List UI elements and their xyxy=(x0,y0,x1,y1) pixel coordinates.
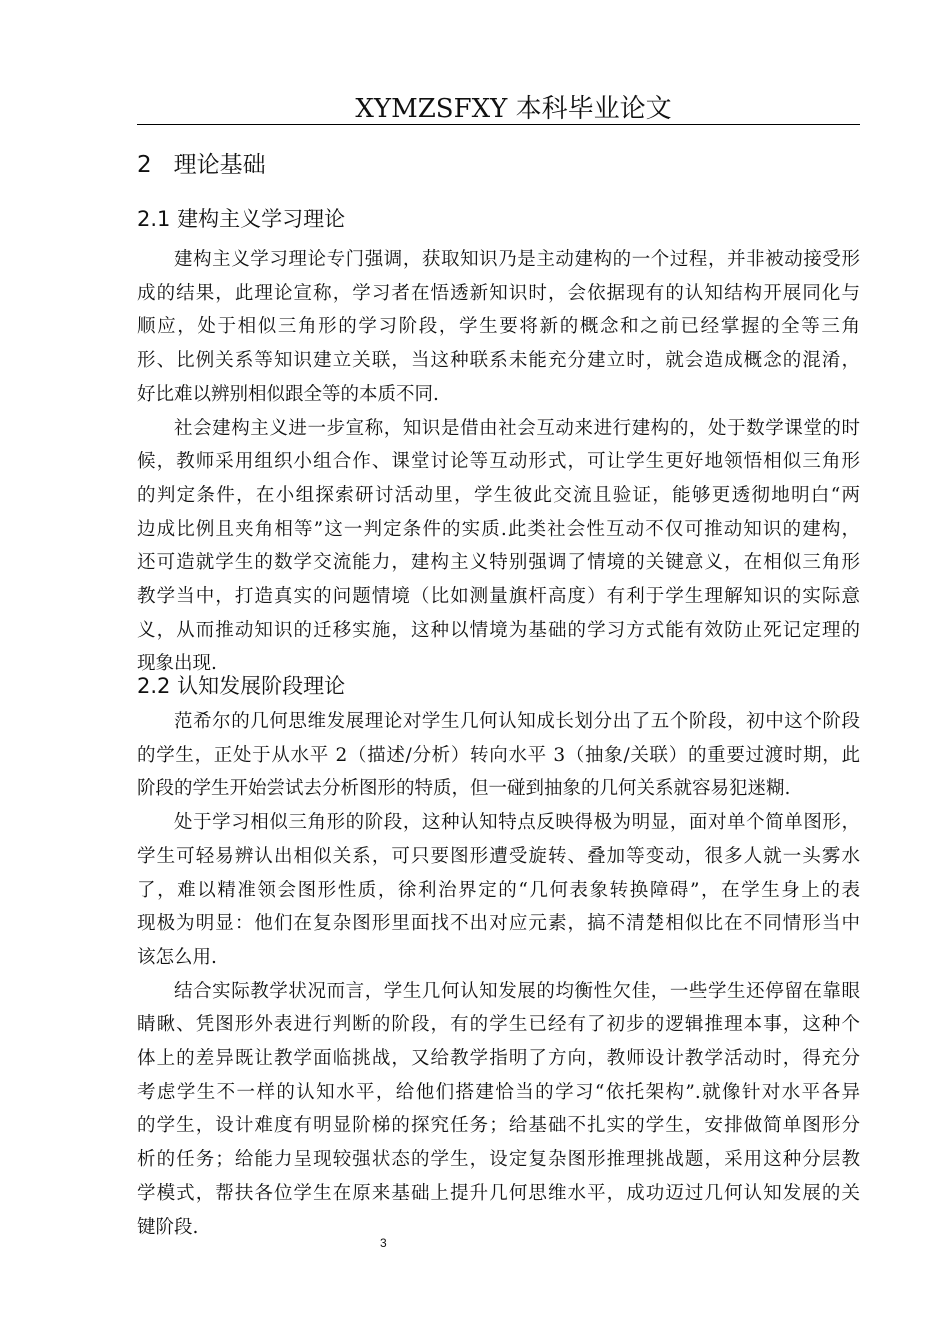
header-rule xyxy=(137,124,860,125)
paragraph-line: 体上的差异既让教学面临挑战，又给教学指明了方向，教师设计教学活动时，得充分 xyxy=(137,1048,860,1070)
paragraph-line: 还可造就学生的数学交流能力，建构主义特别强调了情境的关键意义，在相似三角形 xyxy=(137,552,860,574)
paragraph-line: 考虑学生不一样的认知水平，给他们搭建恰当的学习“依托架构”.就像针对水平各异 xyxy=(137,1081,860,1103)
paragraph-line: 候，教师采用组织小组合作、课堂讨论等互动形式，可让学生更好地领悟相似三角形 xyxy=(137,451,860,473)
paragraph-line: 范希尔的几何思维发展理论对学生几何认知成长划分出了五个阶段，初中这个阶段 xyxy=(174,711,860,732)
paragraph xyxy=(137,975,860,1245)
paragraph-line: 好比难以辨别相似跟全等的本质不同. xyxy=(137,383,439,405)
paragraph-line: 义，从而推动知识的迁移实施，这种以情境为基础的学习方式能有效防止死记定理的 xyxy=(137,619,860,641)
paragraph-line: 学模式，帮扶各位学生在原来基础上提升几何思维水平，成功迈过几何认知发展的关 xyxy=(137,1182,860,1204)
section-heading-2-2: 2.2 认知发展阶段理论 xyxy=(137,674,346,698)
section-heading-2-1: 2.1 建构主义学习理论 xyxy=(137,207,346,231)
running-header: XYMZSFXY 本科毕业论文 xyxy=(355,94,672,124)
paragraph-line: 了，难以精准领会图形性质，徐利治界定的“几何表象转换障碍”，在学生身上的表 xyxy=(137,879,860,901)
paragraph-line: 处于学习相似三角形的阶段，这种认知特点反映得极为明显，面对单个简单图形， xyxy=(174,812,860,834)
paragraph-line: 的判定条件，在小组探索研讨活动里，学生彼此交流且验证，能够更透彻地明白“两 xyxy=(137,484,860,506)
paragraph-line: 学生可轻易辨认出相似关系，可只要图形遭受旋转、叠加等变动，很多人就一头雾水 xyxy=(137,845,860,867)
paragraph-line: 析的任务；给能力呈现较强状态的学生，设定复杂图形推理挑战题，采用这种分层教 xyxy=(137,1149,860,1171)
paragraph-line: 现极为明显：他们在复杂图形里面找不出对应元素，搞不清楚相似比在不同情形当中 xyxy=(137,913,860,935)
paragraph-line: 建构主义学习理论专门强调，获取知识乃是主动建构的一个过程，并非被动接受形 xyxy=(174,249,860,270)
paragraph-line: 睛瞅、凭图形外表进行判断的阶段，有的学生已经有了初步的逻辑推理本事，这种个 xyxy=(137,1014,860,1036)
paragraph-line: 成的结果，此理论宣称，学习者在悟透新知识时，会依据现有的认知结构开展同化与 xyxy=(137,282,860,304)
paragraph-line: 顺应，处于相似三角形的学习阶段，学生要将新的概念和之前已经掌握的全等三角 xyxy=(137,316,860,338)
paragraph-line: 阶段的学生开始尝试去分析图形的特质，但一碰到抽象的几何关系就容易犯迷糊. xyxy=(137,778,791,800)
paragraph-line: 现象出现. xyxy=(137,653,217,675)
paragraph xyxy=(137,412,860,682)
paragraph-line: 键阶段. xyxy=(137,1216,199,1238)
paragraph-line: 该怎么用. xyxy=(137,946,217,968)
paragraph-line: 的学生，设计难度有明显阶梯的探究任务；给基础不扎实的学生，安排做简单图形分 xyxy=(137,1115,860,1137)
section-2-2-body xyxy=(137,705,860,1244)
paragraph xyxy=(137,243,860,412)
section-2-1-body xyxy=(137,243,860,681)
paragraph-line: 教学当中，打造真实的问题情境（比如测量旗杆高度）有利于学生理解知识的实际意 xyxy=(137,586,860,608)
paragraph-line: 的学生，正处于从水平 2（描述/分析）转向水平 3（抽象/关联）的重要过渡时期，此 xyxy=(137,744,860,766)
paragraph-line: 边成比例且夹角相等”这一判定条件的实质.此类社会性互动不仅可推动知识的建构， xyxy=(137,518,860,540)
paragraph-line: 形、比例关系等知识建立关联，当这种联系未能充分建立时，就会造成概念的混淆， xyxy=(137,350,860,372)
paragraph-line: 社会建构主义进一步宣称，知识是借由社会互动来进行建构的，处于数学课堂的时 xyxy=(174,417,860,439)
chapter-heading: 2 理论基础 xyxy=(137,152,266,178)
page-number: 3 xyxy=(380,1236,387,1250)
paragraph xyxy=(137,806,860,975)
paragraph-line: 结合实际教学状况而言，学生几何认知发展的均衡性欠佳，一些学生还停留在靠眼 xyxy=(174,980,860,1002)
paragraph xyxy=(137,705,860,806)
